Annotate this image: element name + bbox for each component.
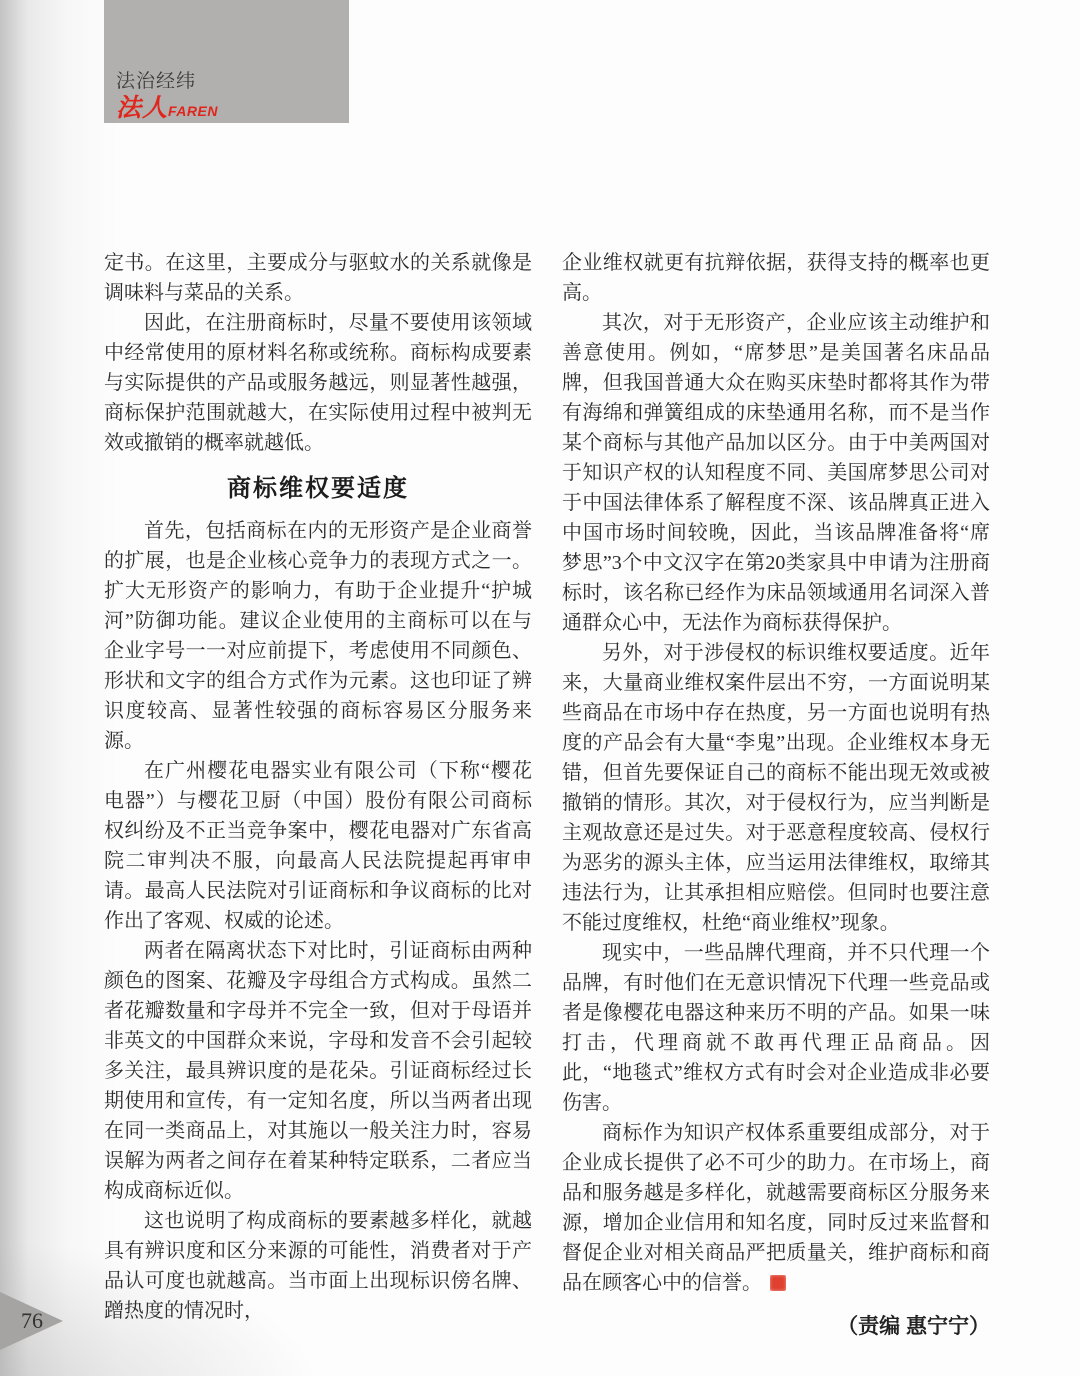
left-column (104, 248, 532, 1326)
page-number: 76 (21, 1308, 43, 1333)
logo-chinese-text: 法人 (116, 94, 169, 122)
paragraph-text: 商标作为知识产权体系重要组成部分，对于企业成长提供了必不可少的助力。在市场上，商品和服务越是多样化，就越需要商标区分服务来源，增加企业信用和知名度，同时反过来监督和督促企业对相关商品严把质量关，维护商标和商品在顾客心中的信誉。 (562, 1122, 990, 1294)
section-label: 法治经纬 (116, 71, 197, 92)
logo-latin-text: FAREN (168, 103, 218, 119)
seal-stamp-icon (770, 1275, 786, 1291)
paragraph: 两者在隔离状态下对比时，引证商标由两种颜色的图案、花瓣及字母组合方式构成。虽然二者花瓣数量和字母并不完全一致，但对于母语并非英文的中国群众来说，字母和发音不会引起较多关注，最具辨识度的是花朵。引证商标经过长期使用和宣传，有一定知名度，所以当两者出现在同一类商品上，对其施以一般关注力时，容易误解为两者之间存在着某种特定联系，二者应当构成商标近似。 (104, 940, 532, 1202)
paragraph: 另外，对于涉侵权的标识维权要适度。近年来，大量商业维权案件层出不穷，一方面说明某些商品在市场中存在热度，另一方面也说明有热度的产品会有大量“李鬼”出现。企业维权本身无错，但首先要保证自己的商标不能出现无效或被撤销的情形。其次，对于侵权行为，应当判断是主观故意还是过失。对于恶意程度较高、侵权行为恶劣的源头主体，应当运用法律维权，取缔其违法行为，让其承担相应赔偿。但同时也要注意不能过度维权，杜绝“商业维权”现象。 (562, 642, 990, 934)
paragraph-continuation: 企业维权就更有抗辩依据，获得支持的概率也更高。 (562, 252, 990, 304)
faren-magazine-logo (116, 96, 218, 121)
paragraph: 因此，在注册商标时，尽量不要使用该领域中经常使用的原材料名称或统称。商标构成要素与实际提供的产品或服务越远，则显著性越强，商标保护范围就越大，在实际使用过程中被判无效或撤销的概率就越低。 (104, 312, 532, 454)
section-header (104, 0, 349, 123)
paragraph: 现实中，一些品牌代理商，并不只代理一个品牌，有时他们在无意识情况下代理一些竞品或者是像樱花电器这种来历不明的产品。如果一味打击，代理商就不敢再代理正品商品。因此，“地毯式”维权方式有时会对企业造成非必要伤害。 (562, 942, 990, 1114)
editor-credit: （责编 惠宁宁） (837, 1315, 990, 1338)
right-column (562, 248, 990, 1342)
paragraph-continuation: 定书。在这里，主要成分与驱蚊水的关系就像是调味料与菜品的关系。 (104, 252, 532, 304)
paragraph: 这也说明了构成商标的要素越多样化，就越具有辨识度和区分来源的可能性，消费者对于产品认可度也就越高。当市面上出现标识傍名牌、蹭热度的情况时， (104, 1210, 532, 1322)
paragraph: 首先，包括商标在内的无形资产是企业商誉的扩展，也是企业核心竞争力的表现方式之一。扩大无形资产的影响力，有助于企业提升“护城河”防御功能。建议企业使用的主商标可以在与企业字号一一对应前提下，考虑使用不同颜色、形状和文字的组合方式作为元素。这也印证了辨识度较高、显著性较强的商标容易区分服务来源。 (104, 520, 532, 752)
paragraph: 其次，对于无形资产，企业应该主动维护和善意使用。例如，“席梦思”是美国著名床品品牌，但我国普通大众在购买床垫时都将其作为带有海绵和弹簧组成的床垫通用名称，而不是当作某个商标与其他产品加以区分。由于中美两国对于知识产权的认知程度不同、美国席梦思公司对于中国法律体系了解程度不深、该品牌真正进入中国市场时间较晚，因此，当该品牌准备将“席梦思”3个中文汉字在第20类家具中申请为注册商标时，该名称已经作为床品领域通用名词深入普通群众心中，无法作为商标获得保护。 (562, 312, 990, 634)
paragraph-with-seal (562, 1118, 990, 1298)
section-heading: 商标维权要适度 (227, 475, 409, 502)
paragraph: 在广州樱花电器实业有限公司（下称“樱花电器”）与樱花卫厨（中国）股份有限公司商标权纠纷及不正当竞争案中，樱花电器对广东省高院二审判决不服，向最高人民法院提起再审申请。最高人民法院对引证商标和争议商标的比对作出了客观、权威的论述。 (104, 760, 532, 932)
page-number-corner (0, 1292, 190, 1352)
